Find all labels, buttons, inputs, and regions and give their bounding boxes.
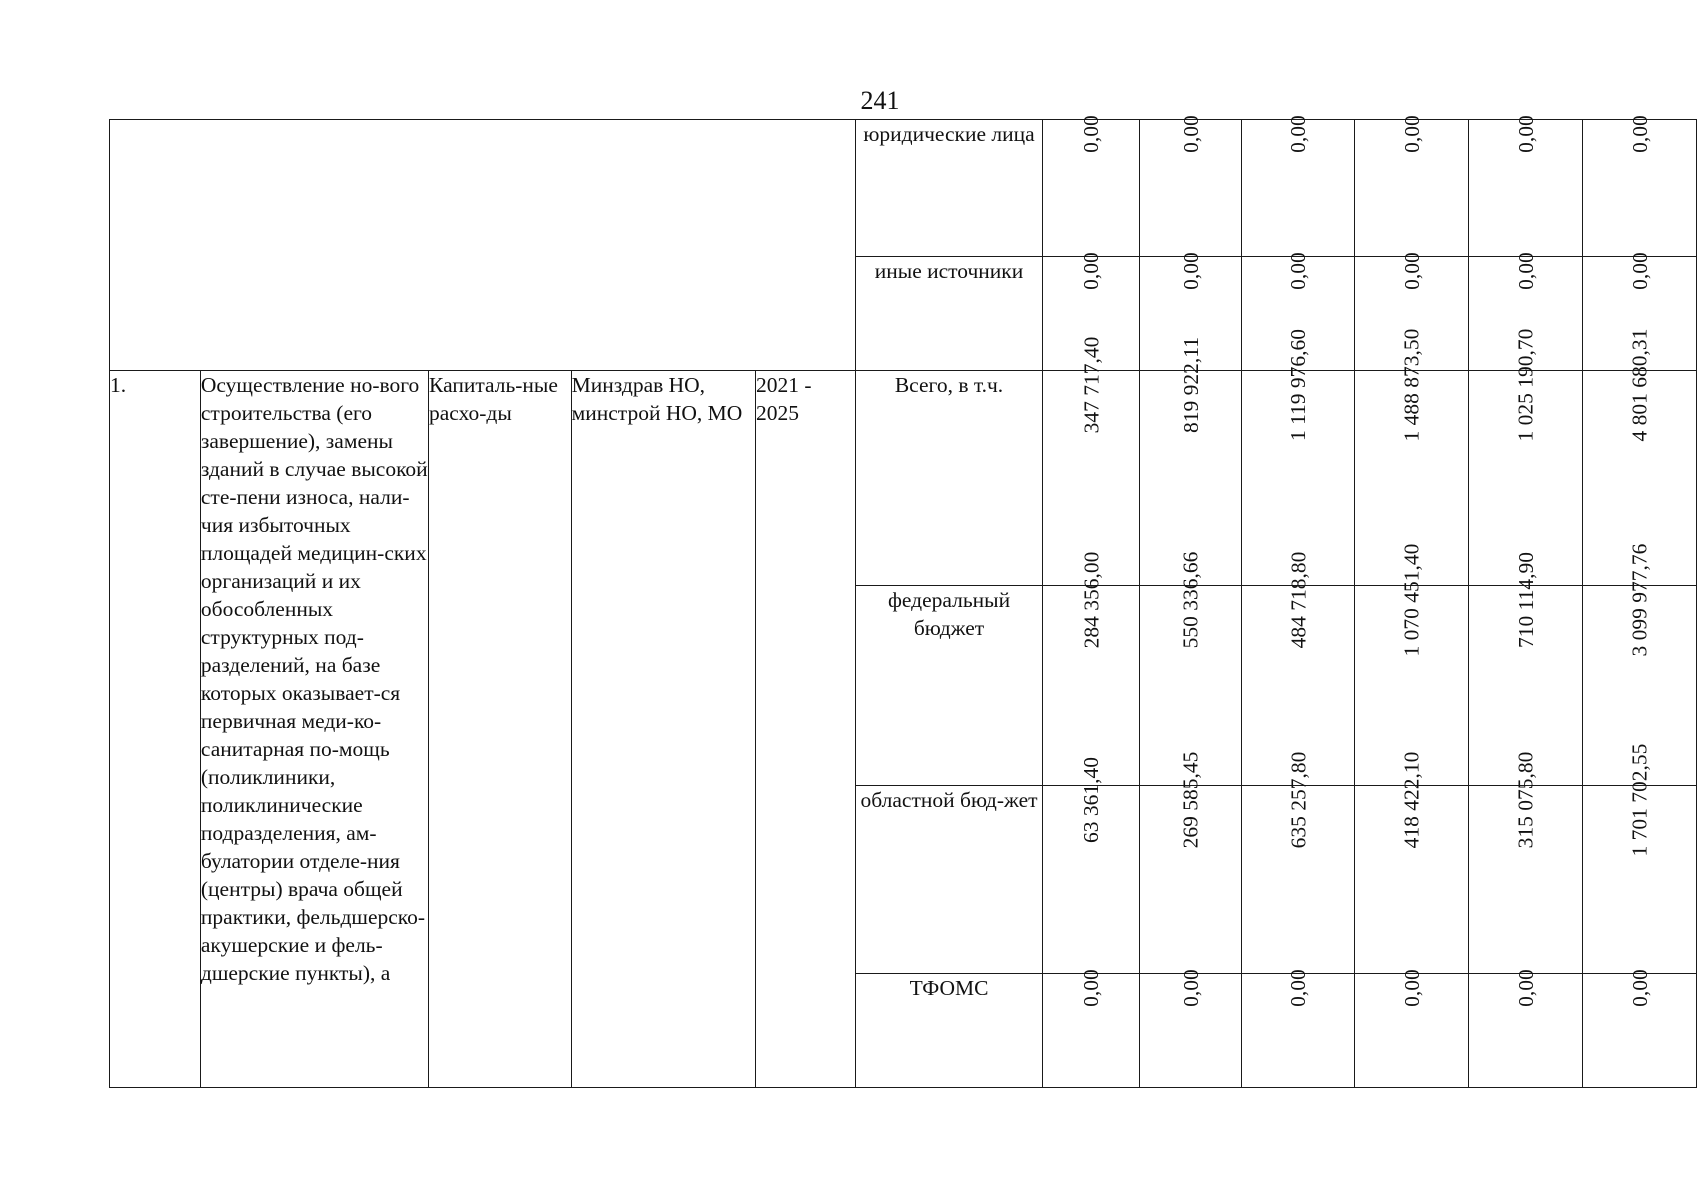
value-cell: 0,00 bbox=[1042, 257, 1140, 371]
value-cell: 0,00 bbox=[1583, 974, 1697, 1088]
source-cell: Всего, в т.ч. bbox=[856, 371, 1042, 586]
value-cell: 819 922,11 bbox=[1140, 371, 1242, 586]
value-cell: 418 422,10 bbox=[1355, 786, 1469, 974]
value-cell: 4 801 680,31 bbox=[1583, 371, 1697, 586]
value-cell: 315 075,80 bbox=[1469, 786, 1583, 974]
value-cell: 0,00 bbox=[1242, 974, 1355, 1088]
value-cell: 0,00 bbox=[1469, 120, 1583, 257]
value-cell: 0,00 bbox=[1583, 257, 1697, 371]
value-cell: 347 717,40 bbox=[1042, 371, 1140, 586]
value-cell: 3 099 977,76 bbox=[1583, 586, 1697, 786]
source-cell: областной бюд-жет bbox=[856, 786, 1042, 974]
value-cell: 1 070 451,40 bbox=[1355, 586, 1469, 786]
source-cell: федеральный бюджет bbox=[856, 586, 1042, 786]
executors: Минздрав НО, минстрой НО, МО bbox=[571, 371, 755, 1088]
value-cell: 0,00 bbox=[1042, 974, 1140, 1088]
entry-description: Осуществление но-вого строительства (его завершение), замены зданий в случае высокой сте-пени износа, нали-чия избыточных площадей медицин-ских организаций и их обособленных структурных под-разделений, на базе которых оказывает-ся первичная меди-ко-санитарная по-мощь (поликлиники, поликлинические подразделения, ам-булатории отделе-ния (центры) врача общей практики, фельдшерско-акушерские и фель-дшерские пункты), а bbox=[200, 371, 428, 1088]
value-cell: 0,00 bbox=[1583, 120, 1697, 257]
source-cell: ТФОМС bbox=[856, 974, 1042, 1088]
budget-table bbox=[109, 115, 1697, 1088]
expense-type: Капиталь-ные расхо-ды bbox=[429, 371, 572, 1088]
value-cell: 0,00 bbox=[1242, 257, 1355, 371]
value-cell: 0,00 bbox=[1355, 120, 1469, 257]
value-cell: 0,00 bbox=[1355, 257, 1469, 371]
value-cell: 484 718,80 bbox=[1242, 586, 1355, 786]
value-cell: 0,00 bbox=[1140, 120, 1242, 257]
value-cell: 0,00 bbox=[1469, 974, 1583, 1088]
value-cell: 63 361,40 bbox=[1042, 786, 1140, 974]
value-cell: 0,00 bbox=[1242, 120, 1355, 257]
value-cell: 0,00 bbox=[1042, 120, 1140, 257]
value-cell: 710 114,90 bbox=[1469, 586, 1583, 786]
value-cell: 1 119 976,60 bbox=[1242, 371, 1355, 586]
source-cell: юридические лица bbox=[856, 120, 1042, 257]
value-cell: 284 356,00 bbox=[1042, 586, 1140, 786]
value-cell: 1 488 873,50 bbox=[1355, 371, 1469, 586]
table-row bbox=[110, 120, 1697, 257]
value-cell: 550 336,66 bbox=[1140, 586, 1242, 786]
value-cell: 635 257,80 bbox=[1242, 786, 1355, 974]
source-cell: иные источники bbox=[856, 257, 1042, 371]
period: 2021 - 2025 bbox=[756, 371, 856, 1088]
value-cell: 1 701 702,55 bbox=[1583, 786, 1697, 974]
value-cell: 0,00 bbox=[1140, 974, 1242, 1088]
table-row bbox=[110, 371, 1697, 586]
value-cell: 0,00 bbox=[1355, 974, 1469, 1088]
value-cell: 0,00 bbox=[1140, 257, 1242, 371]
empty-cell bbox=[110, 120, 856, 371]
value-cell: 1 025 190,70 bbox=[1469, 371, 1583, 586]
value-cell: 269 585,45 bbox=[1140, 786, 1242, 974]
entry-number: 1. bbox=[110, 371, 201, 1088]
value-cell: 0,00 bbox=[1469, 257, 1583, 371]
page-number: 241 bbox=[860, 86, 900, 115]
